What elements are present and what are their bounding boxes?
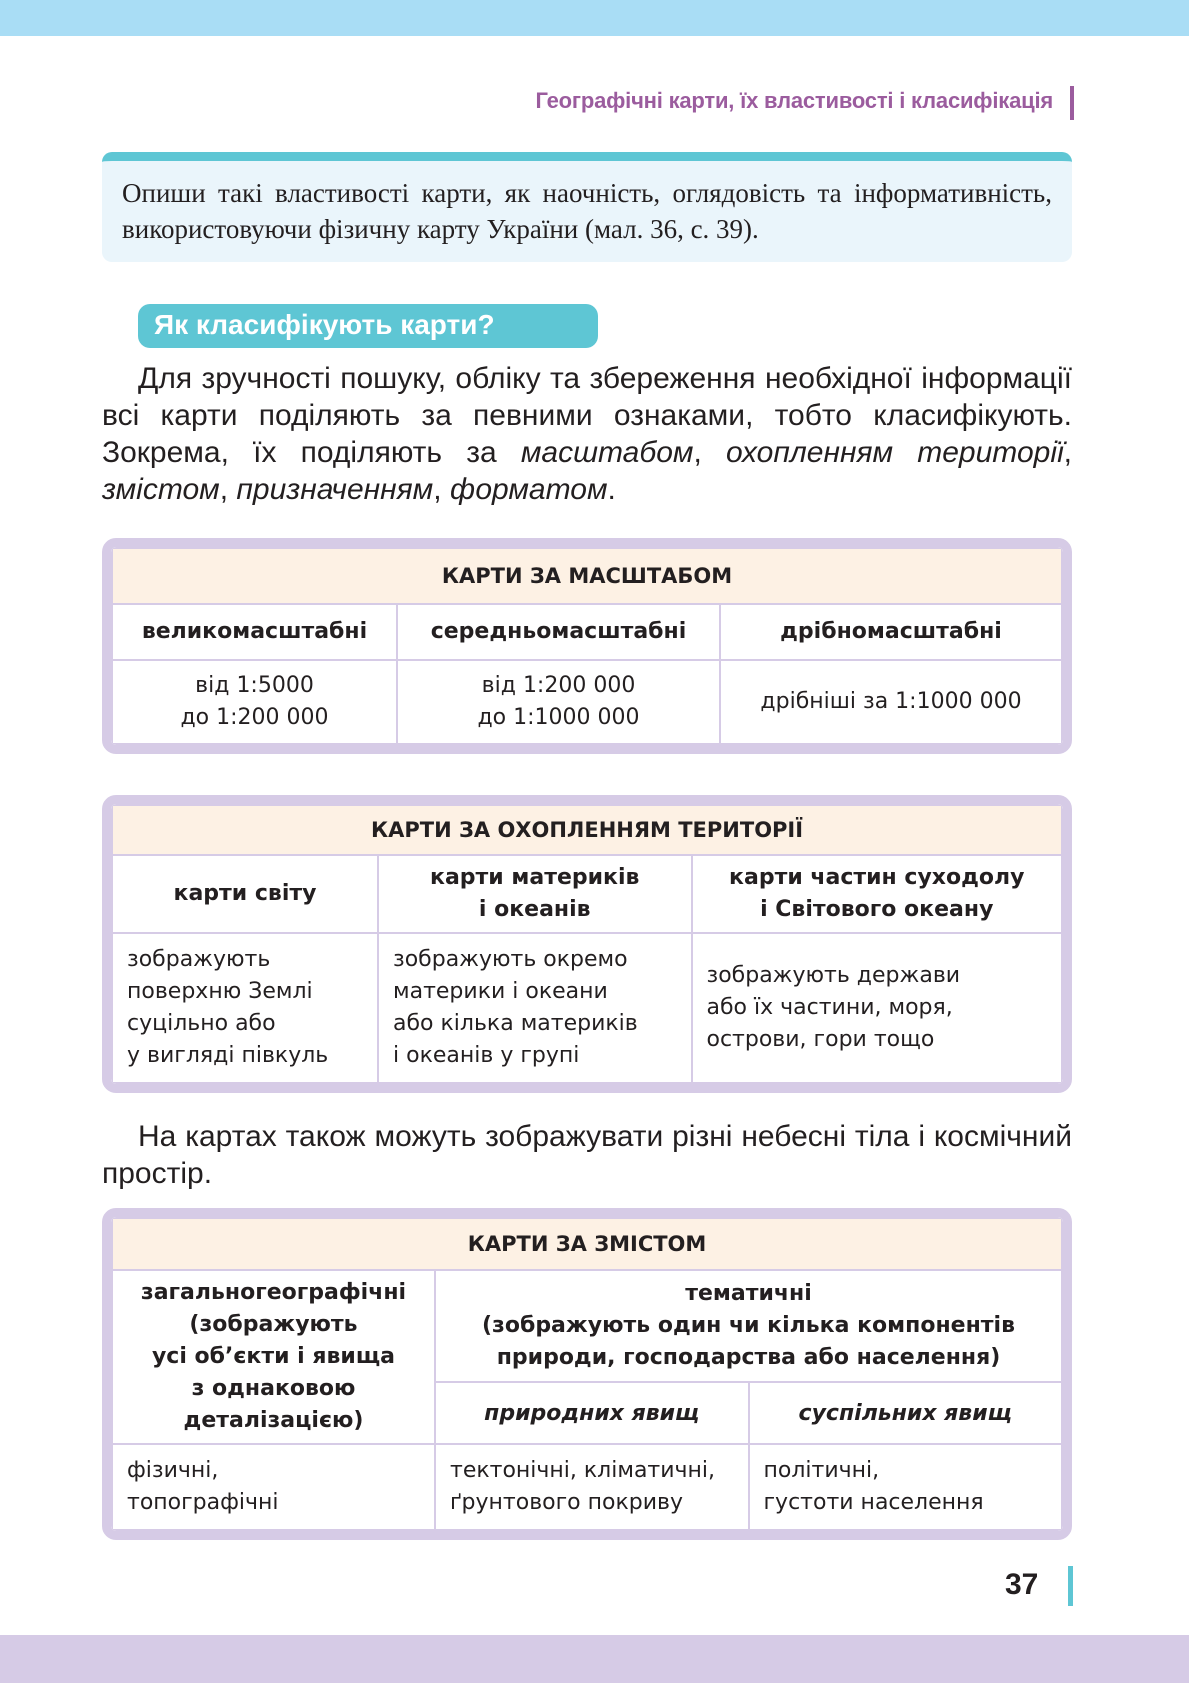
- cell-line: суцільно або: [127, 1011, 276, 1036]
- header-line: і океанів: [478, 897, 591, 922]
- header-line: карти частин суходолу: [729, 865, 1025, 890]
- header-accent-bar: [1070, 86, 1074, 120]
- paragraph-intro-text: Для зручності пошуку, обліку та збереження необхідної інформації всі карти поділяють за певними ознаками, тобто класифікують. Зокрема, їх поділяють за: [102, 362, 1072, 469]
- section-title-pill: [138, 304, 598, 348]
- cell-line: від 1:5000: [195, 673, 314, 698]
- table-title: КАРТИ ЗА ОХОПЛЕННЯМ ТЕРИТОРІЇ: [112, 805, 1062, 855]
- cell-line: зображують держави: [706, 963, 961, 988]
- column-header-land-part-maps: [692, 855, 1063, 933]
- table-by-territory: [102, 795, 1072, 1093]
- bottom-decorative-band: [0, 1635, 1189, 1683]
- term-scale: масштабом: [520, 436, 694, 469]
- column-header-thematic: [435, 1270, 1062, 1382]
- column-header-medium-scale: середньомасштабні: [397, 604, 720, 660]
- page-number: 37: [1005, 1568, 1039, 1601]
- header-line: природи, господарства або населення): [496, 1345, 1001, 1370]
- table-title: КАРТИ ЗА ЗМІСТОМ: [112, 1218, 1062, 1270]
- header-line: карти світу: [173, 881, 317, 906]
- cell-line: фізичні,: [127, 1458, 219, 1483]
- cell-line: зображують окремо: [393, 947, 628, 972]
- column-header-small-scale: дрібномасштабні: [720, 604, 1062, 660]
- header-line: тематичні: [685, 1281, 812, 1306]
- table-title: КАРТИ ЗА МАСШТАБОМ: [112, 548, 1062, 604]
- section-title: Як класифікують карти?: [154, 309, 495, 340]
- table-cell: [692, 933, 1063, 1083]
- subheader-social-phenomena: суспільних явищ: [749, 1382, 1063, 1444]
- sentence-end: .: [607, 473, 616, 506]
- cell-line: густоти населення: [763, 1490, 984, 1515]
- table-by-scale: [102, 538, 1072, 754]
- cell-line: поверхню Землі: [127, 979, 313, 1004]
- cell-line: тектонічні, кліматичні,: [450, 1458, 716, 1483]
- cell-line: топографічні: [127, 1490, 279, 1515]
- column-header-continent-maps: [378, 855, 692, 933]
- header-line: загальногеографічні: [140, 1280, 407, 1305]
- column-header-large-scale: великомасштабні: [112, 604, 397, 660]
- cell-line: або їх частини, моря,: [706, 995, 953, 1020]
- table-cell: [720, 660, 1062, 744]
- subheader-natural-phenomena: природних явищ: [435, 1382, 749, 1444]
- cell-line: до 1:200 000: [180, 705, 329, 730]
- cell-line: материки і океани: [393, 979, 608, 1004]
- cell-line: острови, гори тощо: [706, 1027, 935, 1052]
- table-cell: [397, 660, 720, 744]
- top-decorative-band: [0, 0, 1189, 36]
- header-line: деталізацією): [183, 1408, 364, 1433]
- separator: ,: [693, 436, 726, 469]
- cell-line: ґрунтового покриву: [450, 1490, 684, 1515]
- header-line: усі об’єкти і явища: [151, 1344, 396, 1369]
- table-cell: [749, 1444, 1063, 1530]
- cell-line: від 1:200 000: [481, 673, 636, 698]
- term-content: змістом: [102, 473, 220, 506]
- term-format: форматом: [449, 473, 608, 506]
- cell-line: і океанів у групі: [393, 1043, 580, 1068]
- header-line: карти материків: [430, 865, 640, 890]
- cell-line: дрібніші за 1:1000 000: [760, 689, 1022, 714]
- paragraph-celestial: [102, 1118, 1072, 1192]
- cell-line: політичні,: [763, 1458, 880, 1483]
- cell-line: зображують: [127, 947, 271, 972]
- paragraph-classification: [102, 360, 1072, 508]
- term-territory: охопленням території: [725, 436, 1064, 469]
- table-cell: [378, 933, 692, 1083]
- table-by-content: [102, 1208, 1072, 1540]
- header-line: з однаковою: [191, 1376, 356, 1401]
- cell-line: у вигляді півкуль: [127, 1043, 329, 1068]
- paragraph-celestial-text: На картах також можуть зображувати різні небесні тіла і космічний простір.: [102, 1120, 1072, 1190]
- term-purpose: призначенням: [236, 473, 434, 506]
- separator: ,: [433, 473, 450, 506]
- table-cell: [112, 933, 378, 1083]
- table-cell: [435, 1444, 749, 1530]
- column-header-general-geographic: [112, 1270, 435, 1444]
- task-text: Опиши такі властивості карти, як наочність, оглядовість та інформативність, використовуючи фізичну карту України (мал. 36, с. 39).: [122, 178, 1052, 244]
- task-box: [102, 152, 1072, 262]
- cell-line: або кілька материків: [393, 1011, 638, 1036]
- separator: ,: [1063, 436, 1072, 469]
- running-header: Географічні карти, їх властивості і класифікація: [535, 88, 1053, 113]
- table-cell: [112, 1444, 435, 1530]
- header-line: (зображують: [189, 1312, 358, 1337]
- page-number-accent-bar: [1068, 1566, 1073, 1606]
- column-header-world-maps: [112, 855, 378, 933]
- cell-line: до 1:1000 000: [477, 705, 640, 730]
- separator: ,: [219, 473, 237, 506]
- header-line: і Світового океану: [760, 897, 994, 922]
- table-cell: [112, 660, 397, 744]
- header-line: (зображують один чи кілька компонентів: [482, 1313, 1015, 1338]
